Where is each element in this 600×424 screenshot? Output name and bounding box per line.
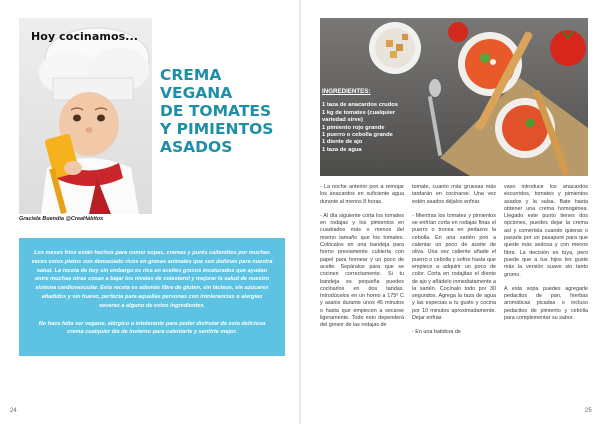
photo-caption: Hoy cocinamos... xyxy=(31,30,139,43)
ingredient-item: 1 kg de tomates (cualquier xyxy=(322,109,396,116)
ingredient-item: variedad sirve) xyxy=(322,117,363,124)
page-number: 24 xyxy=(10,408,17,414)
ingredients-heading: INGREDIENTES: xyxy=(322,88,371,95)
instructions-column-3 xyxy=(504,184,588,322)
title-line: ASADOS xyxy=(160,138,233,156)
intro-paragraph: Los meses fríos están hechos para comer sopas, cremas y purés calientitos por muchas veces estos platos son demasiado ricos en grasas animales que son dañinas para nuestra salud. La receta de hoy sin embargo es rica en aceites grasos insaturados que ayudan entre muchas otras cosas a bajar los niveles de colesterol y mejorar la salud de nuestro sistema cardiovascular. Esta receta es además libre de gluten, sin lácteos, sin azúcares añadidos y sin huevo, perfecta para aquellas personas con intolerancias o alergias severas a alguno de estos ingredientes. xyxy=(31,250,273,309)
ingredients-list xyxy=(322,88,462,154)
title-line: CREMA xyxy=(160,66,222,84)
instruction-step: - Al día siguiente corta los tomates en rodajas y los pimientos en cuadrados más o menos del mismo tamaño que los tomates. Colócalos en una bandeja para horno previamente cubierta con papel para hornear y un poco de aceite. Sepáralos para que se cocinen correctamente. Si tu bandeja es pequeña puedes cocinarlos en dos tandas. Introdúcelos en un horno a 175º C y asalos durante unos 45 minutos o hasta que empiecen a secarse ligeramente. Todo esto dependerá del grosor de las rodajas de xyxy=(320,212,404,329)
left-page xyxy=(0,0,299,424)
instructions-column-2 xyxy=(412,184,496,337)
instruction-step: tomate, cuanto más gruesas más tardarán en cocinarse. Una vez estén asados déjalos enfriar. xyxy=(412,184,496,205)
intro-paragraph: No hace falta ser vegano, alérgico o intolerante para poder disfrutar de esta deliciosa crema cualquier día de invierno para calentarte y sentirte mejor. xyxy=(38,320,266,336)
article-title xyxy=(160,66,295,156)
instructions-column-1 xyxy=(320,184,404,330)
ingredient-item: 1 taza de anacardos crudos xyxy=(322,102,399,109)
title-line: VEGANA xyxy=(160,84,233,102)
ingredient-item: 1 pimiento rojo grande xyxy=(322,124,385,131)
instruction-step: - La noche anterior pon a remojar los anacardos en suficiente agua durante al menos 8 horas. xyxy=(320,184,404,205)
title-line: Y PIMIENTOS xyxy=(160,120,274,138)
chef-child-photo xyxy=(19,18,152,214)
instructions-columns xyxy=(320,184,588,399)
photo-credit: Graciela Buendía @CreaHábitos xyxy=(19,216,104,222)
instruction-step: vaso introduce los anacardos escurridos, tomates y pimientos asados y la salsa. Bate hasta obtener una crema homogénea. Llegado este punto tienes dos opciones, puedes dejar la crema así y comértela cuando quieras o pasarla por un pasapuré para que quede más sedosa y con menos fibra. La decisión es tuya, pero puede que a tus hijos les guste más la versión suave sin tanto grumo. xyxy=(504,184,588,278)
ingredient-item: 1 diente de ajo xyxy=(322,139,363,146)
chef-child-illustration xyxy=(19,18,152,214)
ingredient-item: 1 puerro o cebolla grande xyxy=(322,132,393,139)
page-number: 25 xyxy=(585,408,592,414)
intro-box xyxy=(19,238,285,356)
instruction-step: - En una batidora de xyxy=(412,329,461,336)
instruction-step: - Mientras los tomates y pimientos se enfrían corta en rodajas finas el puerro o trocea en pedazos la cebolla. En una sartén pon a calentar un poco de aceite de oliva. Una vez caliente añade el puerro o cebolla y sofríe hasta que empiece a adquirir un poco de color. Corta en rodajitas el diente de ajo y añádelo inmediatamente a la sartén. Cocínalo todo por 30 segundos. Agrega la taza de agua y las especias a tu gusto y cocina por 10 minutos aproximadamente. Dejar enfriar. xyxy=(412,212,496,322)
ingredient-item: 1 taza de agua xyxy=(322,146,362,153)
title-line: DE TOMATES xyxy=(160,102,272,120)
right-page xyxy=(301,0,600,424)
instruction-step: A esta sopa puedes agregarle pedacitos de pan, hierbas aromáticas picadas o incluso pedacitos de pimiento y cebolla para complementar su sabor. xyxy=(504,285,588,322)
